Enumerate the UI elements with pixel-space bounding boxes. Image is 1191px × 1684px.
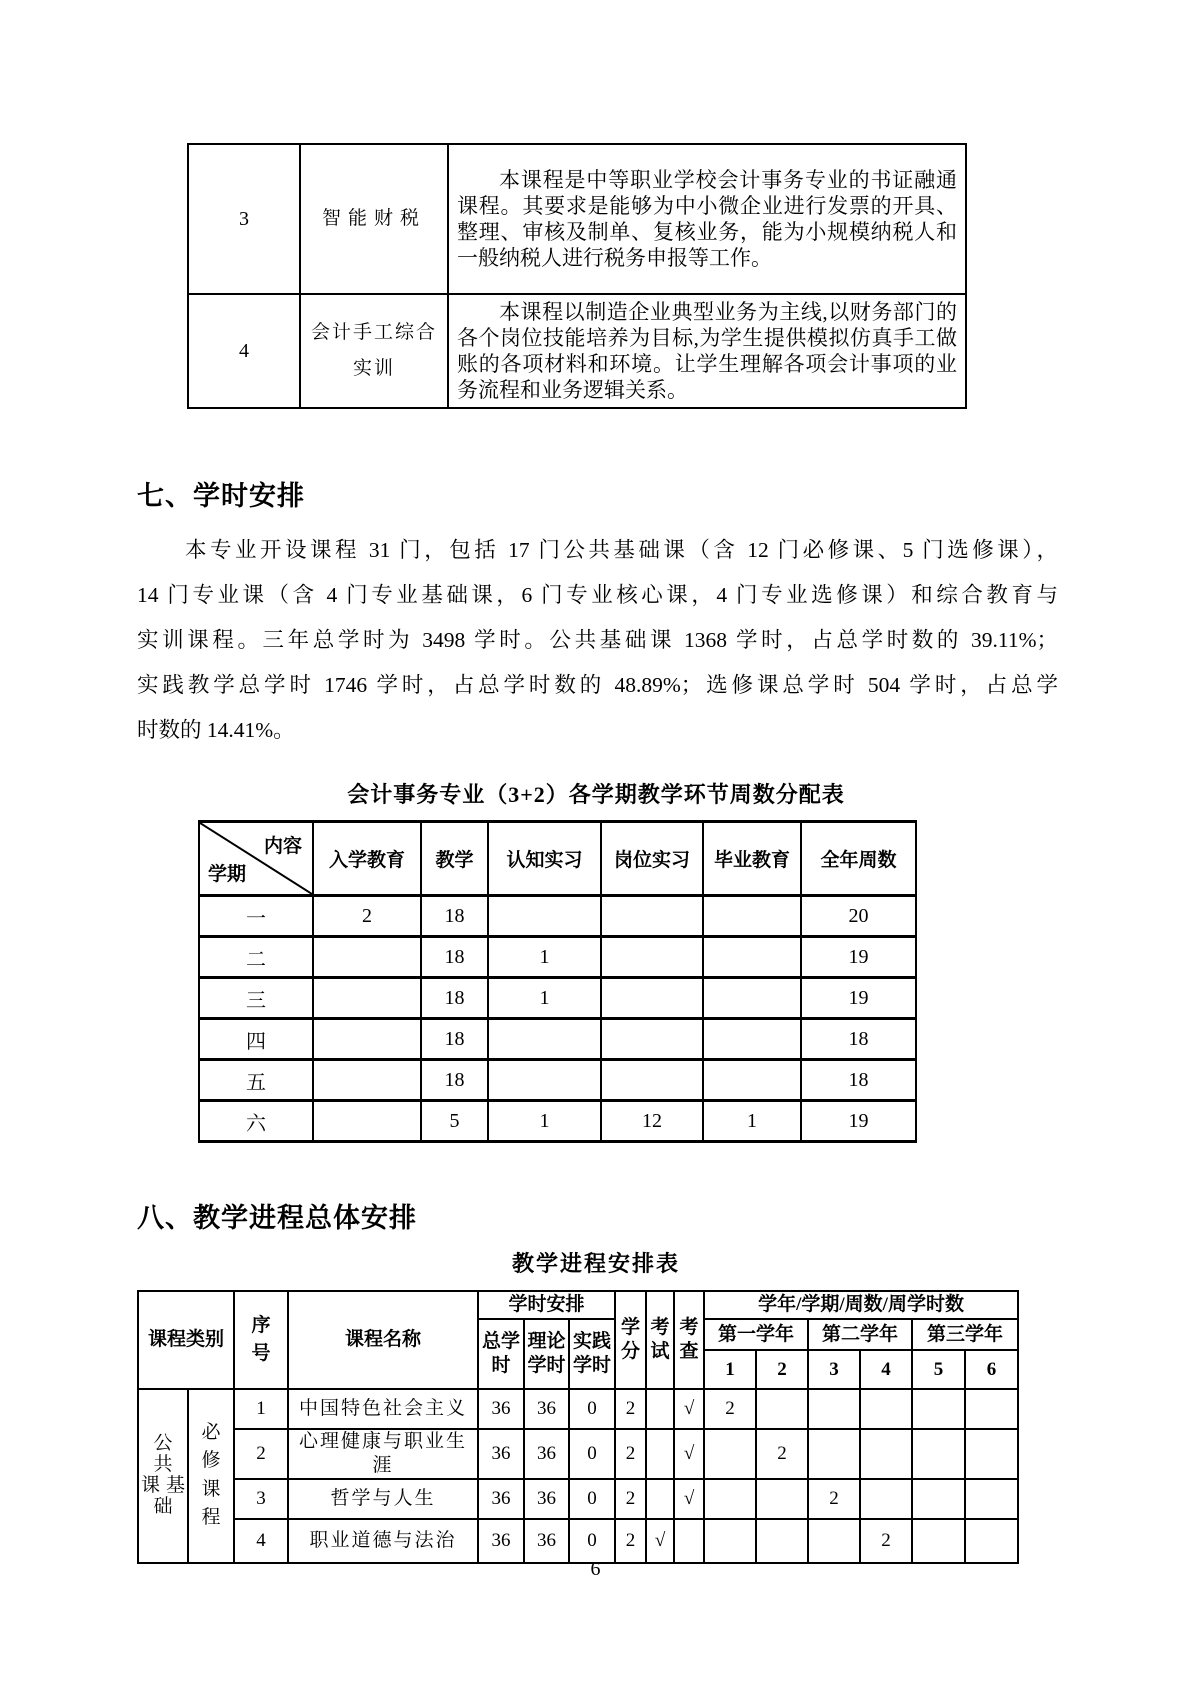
table-cell: 1 <box>488 937 601 978</box>
semester-cell: 2 <box>704 1389 756 1429</box>
hours-paragraph <box>137 528 1058 753</box>
corner-cell <box>199 822 313 896</box>
theory-hours-cell: 36 <box>524 1479 569 1519</box>
header-cell: 全年周数 <box>801 822 916 896</box>
section-heading-hours: 七、学时安排 <box>137 481 305 511</box>
credits-cell: 2 <box>615 1429 646 1479</box>
semester-cell <box>808 1429 860 1479</box>
semester-cell <box>912 1479 965 1519</box>
semester-label: 六 <box>199 1101 313 1142</box>
header-cell: 教学 <box>421 822 488 896</box>
table-cell: 1 <box>488 1101 601 1142</box>
course-name-cell: 会计手工综合实训 <box>300 294 448 408</box>
header-semester-3: 3 <box>808 1350 860 1389</box>
total-hours-cell: 36 <box>478 1389 524 1429</box>
header-cell: 入学教育 <box>313 822 421 896</box>
exam-cell: √ <box>646 1519 674 1563</box>
semester-cell <box>965 1389 1018 1429</box>
header-year1: 第一学年 <box>704 1319 808 1350</box>
page-number: 6 <box>590 1558 601 1580</box>
course-name-cell: 中国特色社会主义 <box>288 1389 478 1429</box>
weeks-row <box>199 978 916 1019</box>
table-cell <box>488 1060 601 1101</box>
table-cell <box>488 896 601 937</box>
table-cell: 2 <box>313 896 421 937</box>
weeks-header-row <box>199 822 916 896</box>
header-semester-2: 2 <box>756 1350 808 1389</box>
corner-label-content: 内容 <box>263 836 302 857</box>
schedule-table-title: 教学进程安排表 <box>511 1251 680 1276</box>
semester-label: 二 <box>199 937 313 978</box>
table-cell: 18 <box>801 1060 916 1101</box>
table-cell <box>601 1019 703 1060</box>
schedule-row <box>138 1519 1018 1563</box>
category-main-cell <box>138 1389 188 1563</box>
semester-cell <box>756 1519 808 1563</box>
table-cell: 5 <box>421 1101 488 1142</box>
table-cell: 19 <box>801 937 916 978</box>
table-cell: 12 <box>601 1101 703 1142</box>
header-course-name: 课程名称 <box>288 1291 478 1389</box>
schedule-row <box>138 1429 1018 1479</box>
practice-hours-cell: 0 <box>569 1429 615 1479</box>
weeks-distribution-table <box>198 820 917 1143</box>
corner-label-semester: 学期 <box>208 864 247 885</box>
assessment-cell: √ <box>674 1429 704 1479</box>
semester-cell <box>808 1389 860 1429</box>
weeks-row <box>199 896 916 937</box>
semester-label: 一 <box>199 896 313 937</box>
table-cell: 18 <box>421 937 488 978</box>
semester-cell <box>912 1389 965 1429</box>
practice-hours-cell: 0 <box>569 1389 615 1429</box>
table-row <box>188 144 966 294</box>
seq-cell: 1 <box>234 1389 288 1429</box>
semester-cell <box>912 1519 965 1563</box>
course-name-cell: 哲学与人生 <box>288 1479 478 1519</box>
header-semester-4: 4 <box>860 1350 912 1389</box>
semester-cell <box>860 1389 912 1429</box>
header-year2: 第二学年 <box>808 1319 912 1350</box>
table-cell: 18 <box>421 1060 488 1101</box>
section-heading-schedule: 八、教学进程总体安排 <box>137 1203 417 1233</box>
header-seq: 序号 <box>234 1291 288 1389</box>
practice-hours-cell: 0 <box>569 1479 615 1519</box>
course-desc-cell: 本课程以制造企业典型业务为主线,以财务部门的各个岗位技能培养为目标,为学生提供模拟仿真手工做账的各项材料和环境。让学生理解各项会计事项的业务流程和业务逻辑关系。 <box>448 294 966 408</box>
table-cell <box>313 978 421 1019</box>
table-cell <box>601 896 703 937</box>
semester-cell: 2 <box>756 1429 808 1479</box>
semester-cell <box>860 1479 912 1519</box>
credits-cell: 2 <box>615 1389 646 1429</box>
course-name-cell: 职业道德与法治 <box>288 1519 478 1563</box>
weeks-row <box>199 937 916 978</box>
table-cell <box>703 978 801 1019</box>
schedule-header-row <box>138 1291 1018 1319</box>
practice-hours-cell: 0 <box>569 1519 615 1563</box>
weeks-row <box>199 1060 916 1101</box>
header-cell: 岗位实习 <box>601 822 703 896</box>
theory-hours-cell: 36 <box>524 1389 569 1429</box>
table-cell: 1 <box>703 1101 801 1142</box>
table-cell <box>601 1060 703 1101</box>
semester-cell <box>704 1479 756 1519</box>
course-name-cell: 心理健康与职业生涯 <box>288 1429 478 1479</box>
semester-label: 五 <box>199 1060 313 1101</box>
table-cell: 18 <box>801 1019 916 1060</box>
semester-cell: 2 <box>860 1519 912 1563</box>
semester-label: 四 <box>199 1019 313 1060</box>
credits-cell: 2 <box>615 1519 646 1563</box>
header-year3: 第三学年 <box>912 1319 1018 1350</box>
semester-label: 三 <box>199 978 313 1019</box>
table-cell: 20 <box>801 896 916 937</box>
table-cell <box>488 1019 601 1060</box>
table-cell: 19 <box>801 978 916 1019</box>
exam-cell <box>646 1479 674 1519</box>
table-cell: 18 <box>421 896 488 937</box>
assessment-cell <box>674 1519 704 1563</box>
semester-cell <box>756 1389 808 1429</box>
exam-cell <box>646 1429 674 1479</box>
seq-cell: 4 <box>234 1519 288 1563</box>
weeks-table-title: 会计事务专业（3+2）各学期教学环节周数分配表 <box>347 782 845 807</box>
course-number-cell: 4 <box>188 294 300 408</box>
header-total-hours: 总学时 <box>478 1319 524 1389</box>
table-cell <box>703 1019 801 1060</box>
assessment-cell: √ <box>674 1389 704 1429</box>
table-cell <box>601 937 703 978</box>
header-theory-hours: 理论学时 <box>524 1319 569 1389</box>
table-cell: 19 <box>801 1101 916 1142</box>
table-cell <box>313 1019 421 1060</box>
weeks-row <box>199 1101 916 1142</box>
table-row <box>188 294 966 408</box>
header-semester-5: 5 <box>912 1350 965 1389</box>
header-cell: 认知实习 <box>488 822 601 896</box>
weeks-row <box>199 1019 916 1060</box>
table-cell: 18 <box>421 978 488 1019</box>
table-cell <box>313 1101 421 1142</box>
header-year-group: 学年/学期/周数/周学时数 <box>704 1291 1018 1319</box>
seq-cell: 2 <box>234 1429 288 1479</box>
semester-cell <box>704 1429 756 1479</box>
theory-hours-cell: 36 <box>524 1519 569 1563</box>
header-exam: 考试 <box>646 1291 674 1389</box>
course-number-cell: 3 <box>188 144 300 294</box>
header-hours-group: 学时安排 <box>478 1291 615 1319</box>
course-desc-cell: 本课程是中等职业学校会计事务专业的书证融通课程。其要求是能够为中小微企业进行发票的开具、整理、审核及制单、复核业务，能为小规模纳税人和一般纳税人进行税务申报等工作。 <box>448 144 966 294</box>
semester-cell <box>965 1479 1018 1519</box>
total-hours-cell: 36 <box>478 1479 524 1519</box>
schedule-row <box>138 1479 1018 1519</box>
course-description-table <box>187 143 967 409</box>
header-semester-1: 1 <box>704 1350 756 1389</box>
paragraph-line: 14 门专业课（含 4 门专业基础课，6 门专业核心课，4 门专业选修课）和综合教育与 <box>137 583 1058 607</box>
paragraph-line: 实践教学总学时 1746 学时，占总学时数的 48.89%；选修课总学时 504 学时，占总学 <box>137 673 1058 697</box>
semester-cell <box>860 1429 912 1479</box>
table-cell <box>601 978 703 1019</box>
table-cell <box>313 1060 421 1101</box>
header-credits: 学分 <box>615 1291 646 1389</box>
semester-cell <box>965 1519 1018 1563</box>
table-cell <box>703 896 801 937</box>
header-semester-6: 6 <box>965 1350 1018 1389</box>
assessment-cell: √ <box>674 1479 704 1519</box>
semester-cell <box>704 1519 756 1563</box>
exam-cell <box>646 1389 674 1429</box>
table-cell: 18 <box>421 1019 488 1060</box>
teaching-schedule-table <box>137 1290 1019 1564</box>
course-name-cell: 智能财税 <box>300 144 448 294</box>
paragraph-line: 实训课程。三年总学时为 3498 学时。公共基础课 1368 学时，占总学时数的 39.11%； <box>137 628 1058 652</box>
header-cell: 毕业教育 <box>703 822 801 896</box>
semester-cell <box>808 1519 860 1563</box>
header-assessment: 考查 <box>674 1291 704 1389</box>
paragraph-line: 时数的 14.41%。 <box>137 718 295 742</box>
schedule-row <box>138 1389 1018 1429</box>
table-cell <box>313 937 421 978</box>
category-main-text: 公 共 课 基 础 <box>141 1432 185 1517</box>
credits-cell: 2 <box>615 1479 646 1519</box>
semester-cell <box>912 1429 965 1479</box>
semester-cell <box>756 1479 808 1519</box>
semester-cell <box>965 1429 1018 1479</box>
table-cell <box>703 1060 801 1101</box>
seq-cell: 3 <box>234 1479 288 1519</box>
category-sub-cell: 必修课程 <box>188 1389 234 1563</box>
total-hours-cell: 36 <box>478 1519 524 1563</box>
semester-cell: 2 <box>808 1479 860 1519</box>
paragraph-line: 本专业开设课程 31 门，包括 17 门公共基础课（含 12 门必修课、5 门选修课）， <box>185 538 1058 562</box>
table-cell <box>703 937 801 978</box>
header-category: 课程类别 <box>138 1291 234 1389</box>
header-practice-hours: 实践学时 <box>569 1319 615 1389</box>
table-cell: 1 <box>488 978 601 1019</box>
total-hours-cell: 36 <box>478 1429 524 1479</box>
theory-hours-cell: 36 <box>524 1429 569 1479</box>
